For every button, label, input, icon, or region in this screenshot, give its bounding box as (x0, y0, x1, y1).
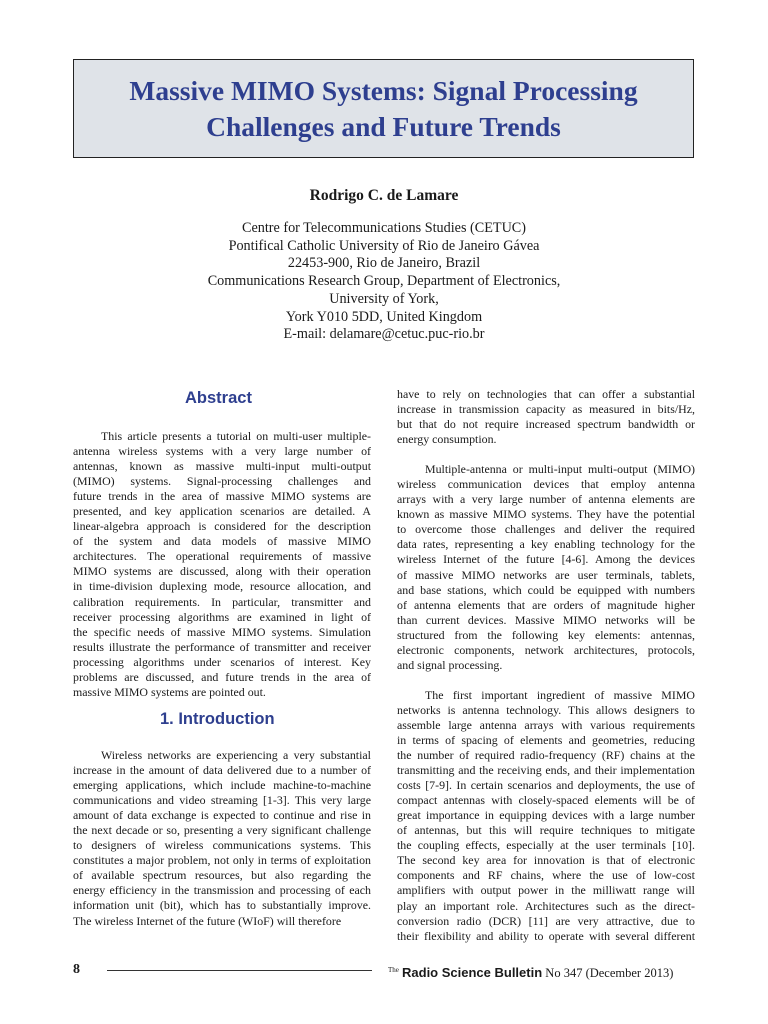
introduction-line: The wireless Internet of the future (WIoF) will therefore (73, 913, 342, 928)
body-line: Multiple-antenna or multi-input multi-output (MIMO) (425, 462, 695, 477)
abstract-line: calibration requirements. In particular, transmitter and (73, 594, 371, 609)
abstract-line: receiver processing algorithms are examined in light of (73, 609, 371, 624)
abstract-line: antenna wireless systems with a very large number of (73, 444, 371, 459)
introduction-line: the next decade or so, presenting a very significant challenge (73, 823, 371, 838)
introduction-line: communications and video streaming [1-3]. This very large (73, 793, 371, 808)
introduction-line: of available spectrum resources, but also regarding the (73, 868, 371, 883)
body-line: wireless Internet of the future [4-6]. Among the devices (397, 552, 695, 567)
abstract-line: massive MIMO systems are pointed out. (73, 684, 266, 699)
body-line: amplifiers with output power in the milliwatt range will (397, 883, 695, 898)
body-line: wireless communication devices that employ antenna (397, 477, 695, 492)
abstract-body (73, 429, 371, 700)
body-line: conversion radio (DCR) [11] are very attractive, due to (397, 913, 695, 928)
body-line: data rates, representing a key enabling technology for the (397, 537, 695, 552)
page-number: 8 (73, 962, 80, 977)
footer-publication (388, 961, 673, 982)
introduction-line: amount of data exchange is expected to continue and rise in (73, 808, 371, 823)
affiliation-line: Pontifical Catholic University of Rio de Janeiro Gávea (228, 237, 540, 254)
abstract-line: linear-algebra approach is considered for the description (73, 519, 371, 534)
abstract-line: results illustrate the performance of transmitter and receiver (73, 639, 371, 654)
abstract-line: MIMO systems are discussed, along with their operation (73, 564, 371, 579)
body-line: electronic components, network architectures, protocols, (397, 642, 695, 657)
affiliation-line: York Y010 5DD, United Kingdom (285, 308, 483, 325)
footer-rule (107, 970, 372, 971)
affiliation-block (0, 220, 768, 344)
abstract-line: the specific needs of massive MIMO systems. Simulation (73, 624, 371, 639)
abstract-line: problems are discussed, and future trends in the area of (73, 669, 371, 684)
introduction-line: information unit (bit), which has to substantially improve. (73, 898, 371, 913)
body-line: costs [7-9]. In certain scenarios and deployments, the use of (397, 778, 695, 793)
abstract-line: antennas, known as massive multi-input multi-output (73, 459, 371, 474)
introduction-heading: 1. Introduction (160, 710, 275, 728)
body-line: but that do not require increased spectrum bandwidth or (397, 417, 695, 432)
abstract-line: presented, and key application scenarios are detailed. A (73, 504, 371, 519)
abstract-line: in time-division duplexing mode, resource allocation, and (73, 579, 371, 594)
introduction-line: emerging applications, which include machine-to-machine (73, 778, 371, 793)
body-line: of massive MIMO networks are user terminals, tablets, (397, 567, 695, 582)
right-column-body (397, 387, 695, 944)
abstract-line: processing algorithms under scenarios of interest. Key (73, 654, 371, 669)
abstract-line: of the system and data models of massive MIMO (73, 534, 371, 549)
body-line: great importance in equipping devices with a large number (397, 808, 695, 823)
introduction-line: to designers of wireless communications systems. This (73, 838, 371, 853)
body-line: increase in transmission capacity as measured in bits/Hz, (397, 402, 695, 417)
affiliation-line: Communications Research Group, Department of Electronics, (207, 273, 561, 290)
introduction-body (73, 748, 371, 929)
body-line: compact antennas with closely-spaced elements will be of (397, 793, 695, 808)
body-line: to overcome those challenges and deliver the required (397, 522, 695, 537)
paper-title-line-2: Challenges and Future Trends (206, 110, 561, 142)
body-line: transmitting and the receiving ends, and their implementation (397, 763, 695, 778)
paragraph-gap (397, 673, 695, 688)
body-line: structured from the following key elements: antennas, (397, 627, 695, 642)
abstract-line: future trends in the area of massive MIMO systems are (73, 489, 371, 504)
affiliation-line: E-mail: delamare@cetuc.puc-rio.br (283, 326, 485, 343)
author-name: Rodrigo C. de Lamare (309, 187, 459, 204)
body-line: than current devices. Massive MIMO networks will be (397, 612, 695, 627)
abstract-line: (MIMO) systems. Signal-processing challenges and (73, 474, 371, 489)
body-line: of antenna elements that are orders of magnitude higher (397, 597, 695, 612)
body-line: known as massive MIMO systems. They have the potential (397, 507, 695, 522)
body-line: The second key area for innovation is that of electronic (397, 853, 695, 868)
footer-the: The (388, 966, 399, 974)
body-line: their flexibility and ability to operate with several different (397, 928, 695, 943)
body-line: the number of required radio-frequency (RF) chains at the (397, 748, 695, 763)
body-line: in terms of spacing of elements and geometries, reducing (397, 732, 695, 747)
footer-bulletin-name: Radio Science Bulletin (402, 965, 543, 981)
affiliation-line: Centre for Telecommunications Studies (CETUC) (241, 220, 526, 236)
body-line: arrays with a very large number of antenna elements are (397, 492, 695, 507)
introduction-line: energy efficiency in the transmission and processing of each (73, 883, 371, 898)
body-line: of antennas, but this will require techniques to mitigate (397, 823, 695, 838)
abstract-line: architectures. The operational requirements of massive (73, 549, 371, 564)
body-line: energy consumption. (397, 432, 497, 447)
body-line: networks is antenna technology. This allows designers to (397, 702, 695, 717)
affiliation-line: 22453-900, Rio de Janeiro, Brazil (287, 255, 481, 272)
abstract-heading: Abstract (185, 389, 252, 407)
abstract-line: This article presents a tutorial on multi-user multiple- (101, 429, 371, 443)
body-line: the coupling effects, especially at the user terminals [10]. (397, 838, 695, 853)
title-box (73, 59, 694, 158)
paper-title-line-1: Massive MIMO Systems: Signal Processing (129, 74, 638, 106)
body-line: have to rely on technologies that can offer a substantial (397, 387, 695, 401)
introduction-line: Wireless networks are experiencing a very substantial (101, 748, 371, 762)
introduction-line: increase in the amount of data delivered due to a number of (73, 763, 371, 778)
body-line: and signal processing. (397, 657, 503, 672)
paragraph-gap (397, 447, 695, 462)
affiliation-line: University of York, (329, 290, 439, 307)
body-line: play an important role. Architectures such as the direct- (397, 898, 695, 913)
body-line: components and RF chains, where the use of low-cost (397, 868, 695, 883)
body-line: assemble large antenna arrays with various requirements (397, 717, 695, 732)
body-line: and base stations, which could be equipped with numbers (397, 582, 695, 597)
body-line: The first important ingredient of massive MIMO (425, 687, 695, 702)
introduction-line: constitutes a major problem, not only in terms of exploitation (73, 853, 371, 868)
footer-issue: No 347 (December 2013) (545, 966, 674, 981)
